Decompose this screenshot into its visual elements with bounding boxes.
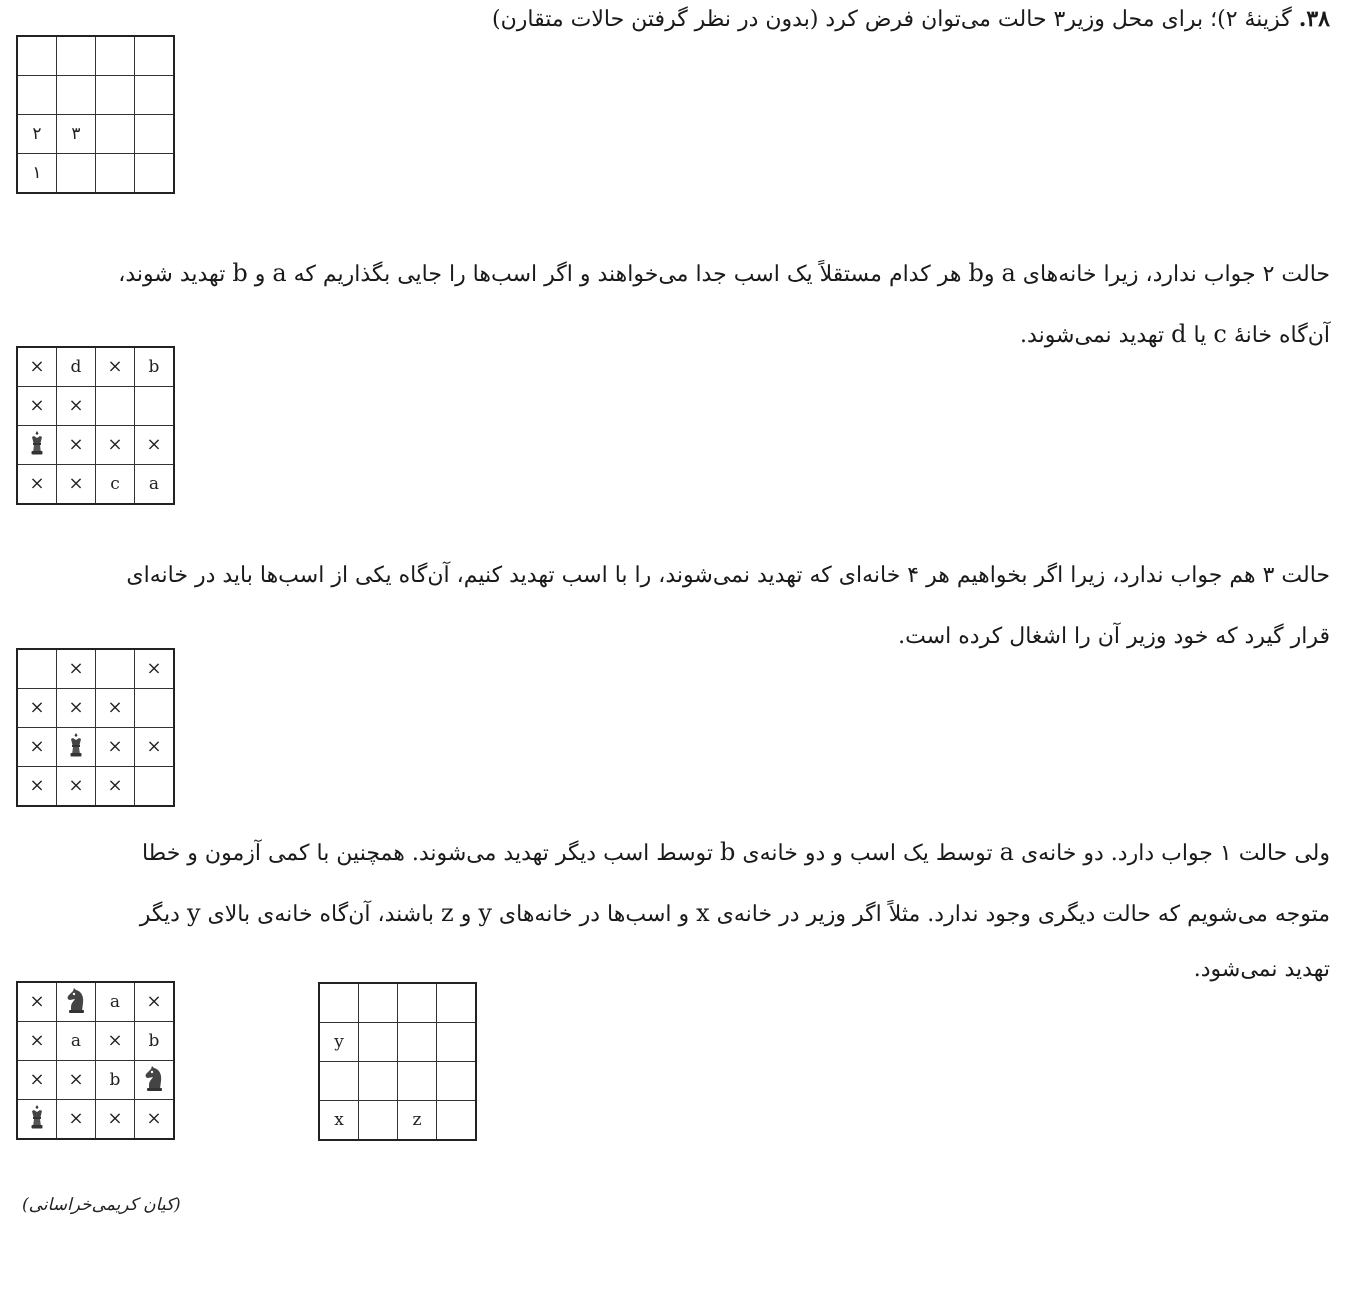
board-row xyxy=(17,347,174,387)
board-cell xyxy=(398,983,437,1023)
case2-line1 xyxy=(118,258,1330,290)
board-cell xyxy=(437,1023,477,1062)
threat-mark: × xyxy=(96,1022,135,1061)
board-cell xyxy=(135,387,175,426)
case2-text: تهدید شوند، xyxy=(118,262,226,287)
case1-text: باشند، آن‌گاه خانه‌ی بالای xyxy=(207,902,435,927)
threat-mark: × xyxy=(96,767,135,807)
board-cell-label: y xyxy=(319,1023,359,1062)
case3-text: قرار گیرد که خود وزیر آن را اشغال کرده است. xyxy=(898,624,1330,649)
board-cell xyxy=(96,76,135,115)
board-2-case2 xyxy=(16,346,175,505)
board-cell xyxy=(437,1101,477,1141)
case2-paragraph-line2 xyxy=(1020,320,1330,349)
chess-knight-icon xyxy=(135,1061,175,1100)
board-cell xyxy=(57,76,96,115)
board-4-case1-solution xyxy=(16,981,175,1140)
board-row xyxy=(17,1100,174,1140)
cell-label-z: z xyxy=(441,899,454,927)
board-row xyxy=(17,115,174,154)
board-cell xyxy=(437,1062,477,1101)
case1-paragraph-line1 xyxy=(142,838,1330,867)
board-cell xyxy=(135,154,175,194)
threat-mark: × xyxy=(57,387,96,426)
board-cell xyxy=(359,983,398,1023)
cell-label-b: b xyxy=(968,259,984,287)
threat-mark: × xyxy=(135,426,175,465)
board-cell-label: a xyxy=(135,465,175,505)
threat-mark: × xyxy=(17,767,57,807)
threat-mark: × xyxy=(135,649,175,689)
board-3-case3 xyxy=(16,648,175,807)
board-row xyxy=(319,1062,476,1101)
case1-text: ولی حالت ۱ جواب دارد. دو خانه‌ی xyxy=(1020,841,1330,866)
case1-and: و xyxy=(460,902,472,927)
cell-label-x: x xyxy=(696,899,710,927)
cell-label-a: a xyxy=(999,838,1014,866)
case2-text: تهدید نمی‌شوند. xyxy=(1020,323,1165,348)
board-row xyxy=(17,689,174,728)
question-intro-text: گزینهٔ ۲)؛ برای محل وزیر۳ حالت می‌توان فرض کرد (بدون در نظر گرفتن حالات متقارن) xyxy=(492,7,1292,32)
board-cell xyxy=(96,36,135,76)
board-cell-label: a xyxy=(57,1022,96,1061)
board-row xyxy=(319,1101,476,1141)
threat-mark: × xyxy=(96,689,135,728)
case3-paragraph-line1 xyxy=(126,563,1330,589)
threat-mark: × xyxy=(135,982,175,1022)
case2-text: هر کدام مستقلاً یک اسب جدا می‌خواهند و اگر اسب‌ها را جایی بگذاریم که xyxy=(293,262,962,287)
threat-mark: × xyxy=(96,728,135,767)
board-cell xyxy=(96,387,135,426)
board-cell xyxy=(135,115,175,154)
board-row xyxy=(17,387,174,426)
case1-text: توسط یک اسب و دو خانه‌ی xyxy=(742,841,993,866)
board-cell xyxy=(17,649,57,689)
board-cell xyxy=(135,767,175,807)
case1-text: متوجه می‌شویم که حالت دیگری وجود ندارد. مثلاً اگر وزیر در خانه‌ی xyxy=(716,902,1330,927)
board-cell xyxy=(96,649,135,689)
case1-paragraph-line2 xyxy=(140,899,1330,928)
threat-mark: × xyxy=(57,689,96,728)
case1-paragraph-line3 xyxy=(1194,957,1330,983)
cell-label-b: b xyxy=(232,259,248,287)
cell-label-y: y xyxy=(478,899,492,927)
threat-mark: × xyxy=(135,1100,175,1140)
board-row xyxy=(17,649,174,689)
case1-text: توسط اسب دیگر تهدید می‌شوند. همچنین با کمی آزمون و خطا xyxy=(141,841,714,866)
threat-mark: × xyxy=(17,689,57,728)
board-row xyxy=(319,983,476,1023)
threat-mark: × xyxy=(17,982,57,1022)
board-cell xyxy=(135,36,175,76)
board-cell xyxy=(135,689,175,728)
board-cell-label: d xyxy=(57,347,96,387)
board-cell xyxy=(398,1023,437,1062)
board-cell xyxy=(319,1062,359,1101)
board-row xyxy=(17,728,174,767)
cell-label-a: a xyxy=(1001,259,1016,287)
board-row xyxy=(17,982,174,1022)
threat-mark: × xyxy=(57,465,96,505)
threat-mark: × xyxy=(57,649,96,689)
case2-and: و xyxy=(983,262,995,287)
threat-mark: × xyxy=(57,426,96,465)
board-row xyxy=(17,1022,174,1061)
board-row xyxy=(17,767,174,807)
board-row xyxy=(319,1023,476,1062)
board-cell-label: b xyxy=(135,347,175,387)
case2-or: یا xyxy=(1193,323,1207,348)
board-cell-label: a xyxy=(96,982,135,1022)
threat-mark: × xyxy=(17,1061,57,1100)
chess-queen-icon xyxy=(17,426,57,465)
board-row xyxy=(17,465,174,505)
board-row xyxy=(17,76,174,115)
board-cell-label: ۳ xyxy=(57,115,96,154)
threat-mark: × xyxy=(57,767,96,807)
board-cell xyxy=(57,36,96,76)
board-cell-label: ۲ xyxy=(17,115,57,154)
threat-mark: × xyxy=(17,465,57,505)
case2-and: و xyxy=(254,262,266,287)
threat-mark: × xyxy=(135,728,175,767)
board-cell xyxy=(359,1101,398,1141)
threat-mark: × xyxy=(17,728,57,767)
board-1-queen-positions xyxy=(16,35,175,194)
board-cell xyxy=(359,1023,398,1062)
board-cell-label: z xyxy=(398,1101,437,1141)
board-cell xyxy=(319,983,359,1023)
cell-label-a: a xyxy=(272,259,287,287)
cell-label-c: c xyxy=(1213,320,1227,348)
case2-text: حالت ۲ جواب ندارد، زیرا خانه‌های xyxy=(1022,262,1330,287)
question-intro xyxy=(492,6,1330,33)
board-row xyxy=(17,36,174,76)
question-number: ۳۸. xyxy=(1298,6,1330,32)
threat-mark: × xyxy=(57,1100,96,1140)
cell-label-y: y xyxy=(186,899,201,927)
case3-paragraph-line2 xyxy=(898,624,1330,650)
board-cell xyxy=(398,1062,437,1101)
board-5-counterexample xyxy=(318,982,477,1141)
threat-mark: × xyxy=(57,1061,96,1100)
case2-paragraph xyxy=(118,258,1330,290)
chess-queen-icon xyxy=(17,1100,57,1140)
cell-label-b: b xyxy=(720,838,736,866)
board-cell xyxy=(359,1062,398,1101)
board-cell xyxy=(437,983,477,1023)
case1-text: دیگر xyxy=(139,902,180,927)
board-cell-label: x xyxy=(319,1101,359,1141)
board-row xyxy=(17,154,174,194)
threat-mark: × xyxy=(17,347,57,387)
author-signature: (کیان کریمی‌خراسانی) xyxy=(22,1195,181,1215)
board-cell-label: c xyxy=(96,465,135,505)
board-cell-label: b xyxy=(96,1061,135,1100)
board-cell xyxy=(57,154,96,194)
chess-knight-icon xyxy=(57,982,96,1022)
case1-text: و اسب‌ها در خانه‌های xyxy=(498,902,690,927)
threat-mark: × xyxy=(17,387,57,426)
threat-mark: × xyxy=(96,426,135,465)
chess-queen-icon xyxy=(57,728,96,767)
case2-text: آن‌گاه خانهٔ xyxy=(1233,323,1330,348)
board-cell xyxy=(135,76,175,115)
board-cell xyxy=(96,154,135,194)
case3-text: حالت ۳ هم جواب ندارد، زیرا اگر بخواهیم هر ۴ خانه‌ای که تهدید نمی‌شوند، را با اسب تهدید کنیم، آن‌گاه یکی از اسب‌ها باید در خانه‌ای xyxy=(126,563,1330,588)
board-cell xyxy=(17,76,57,115)
cell-label-d: d xyxy=(1171,320,1187,348)
board-cell-label: ۱ xyxy=(17,154,57,194)
board-cell-label: b xyxy=(135,1022,175,1061)
threat-mark: × xyxy=(96,1100,135,1140)
case1-text: تهدید نمی‌شود. xyxy=(1193,957,1330,982)
threat-mark: × xyxy=(17,1022,57,1061)
board-row xyxy=(17,1061,174,1100)
board-cell xyxy=(17,36,57,76)
board-cell xyxy=(96,115,135,154)
threat-mark: × xyxy=(96,347,135,387)
board-row xyxy=(17,426,174,465)
